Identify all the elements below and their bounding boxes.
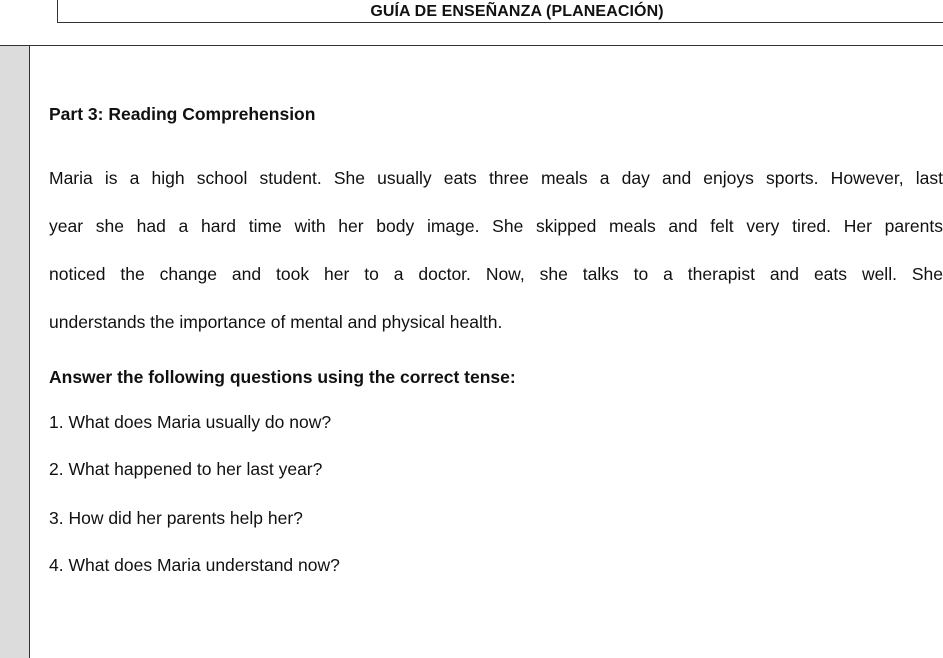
paragraph-line: year she had a hard time with her body image. She skipped meals and felt very tired. Her parents [49,216,943,236]
paragraph-line: understands the importance of mental and physical health. [49,312,503,332]
table-divider [0,45,943,46]
question-item: 3. How did her parents help her? [49,508,303,528]
question-item: 4. What does Maria understand now? [49,555,340,575]
document-title: GUÍA DE ENSEÑANZA (PLANEACIÓN) [370,3,664,20]
paragraph-line: noticed the change and took her to a doctor. Now, she talks to a therapist and eats well. She [49,264,943,284]
section-heading: Part 3: Reading Comprehension [49,104,316,124]
reading-paragraph [49,154,943,346]
paragraph-line: Maria is a high school student. She usually eats three meals a day and enjoys sports. However, last [49,168,943,188]
left-margin-column [0,46,30,658]
question-item: 1. What does Maria usually do now? [49,412,332,432]
question-instructions: Answer the following questions using the correct tense: [49,367,516,387]
question-item: 2. What happened to her last year? [49,459,323,479]
